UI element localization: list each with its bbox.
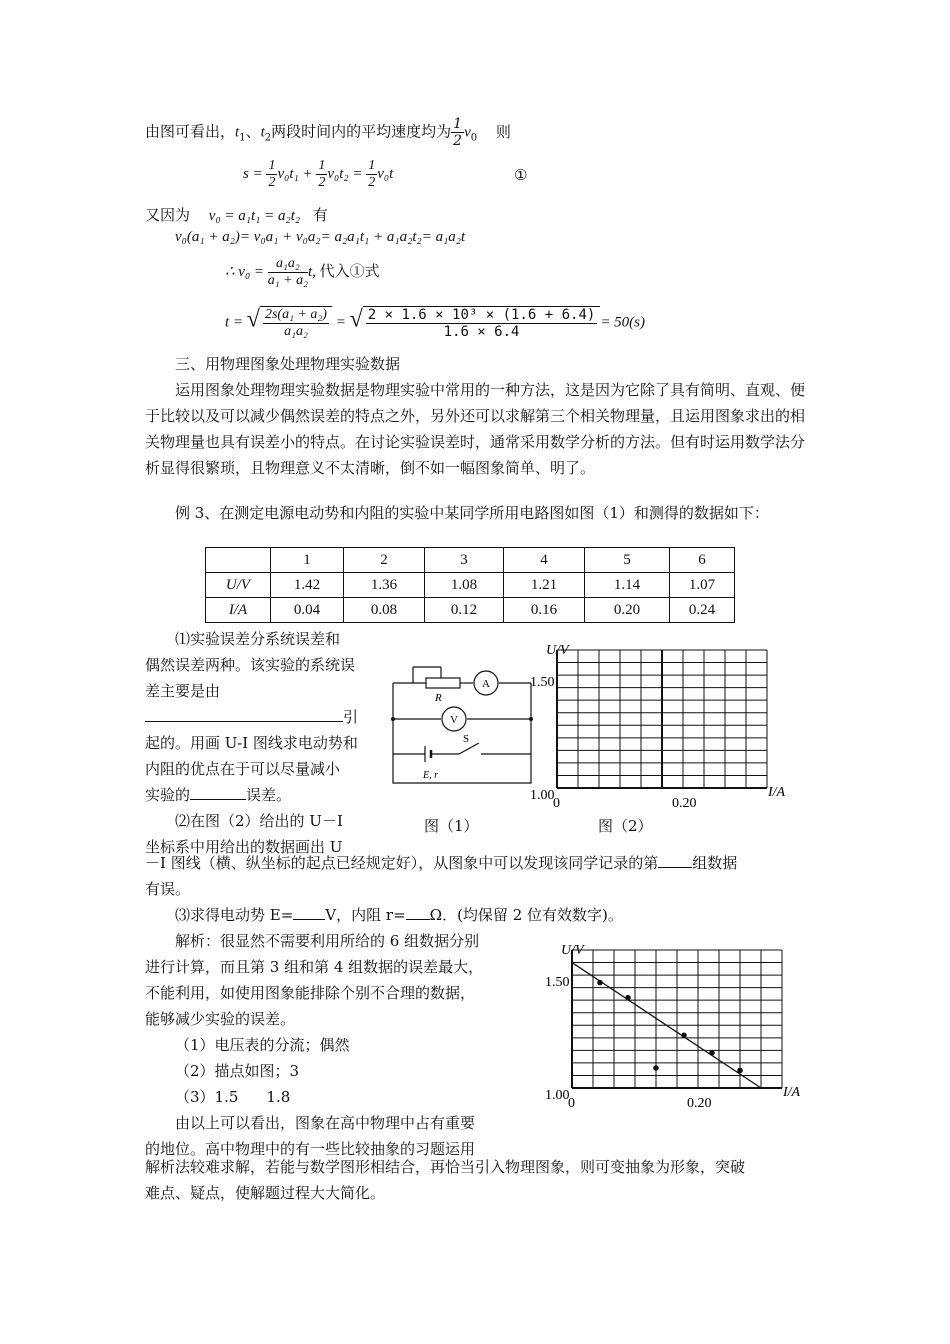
answer-blank[interactable]: [293, 905, 325, 920]
data-point: [681, 1033, 687, 1039]
x-tick-label: 0.20: [687, 1096, 712, 1111]
equation-4: t = √ $\frac{\text{2s(a₁ + a₂)}}{\text{a₁a₂}}$ = √ $\frac{\text{2 × 1.6 × 10³ × (1.6 + 6.4)}}{1.6 \times 6.4}$ = 50(s): [225, 306, 646, 340]
answer-blank[interactable]: [406, 905, 430, 920]
line-because: 又因为 v₀ = a₁t₁ = a₂t₂ 有: [145, 206, 328, 224]
y-tick-label: 1.50: [530, 675, 555, 690]
y-tick-label: 1.50: [545, 975, 570, 990]
question-1: ⑴实验误差分系统误差和 偶然误差两种。该实验的系统误 差主要是由 引 起的。用画 U-I 图线求电动势和 内阻的优点在于可以尽量减小 实验的 误差。 ⑵在图（2）给出的 U－I 坐标系中用给出的数据画出 U: [145, 630, 359, 856]
figure-1-caption: 图（1）: [424, 817, 479, 835]
answer-blank[interactable]: [145, 707, 343, 722]
battery-label: E, r: [423, 770, 438, 781]
example-statement: 例 3、在测定电源电动势和内阻的实验中某同学所用电路图如图（1）和测得的数据如下：: [175, 504, 769, 522]
data-point: [709, 1050, 715, 1056]
y-tick-label: 1.00: [545, 1088, 570, 1103]
circuit-diagram: [393, 655, 533, 785]
y-tick-label: 1.00: [530, 788, 555, 803]
graph-empty-grid: [527, 638, 787, 813]
rheostat-icon: [426, 678, 460, 688]
graph-plotted: [542, 938, 802, 1113]
section-title: 三、用物理图象处理物理实验数据: [175, 355, 401, 373]
answer-blank[interactable]: [190, 785, 246, 800]
conclusion: 解析法较难求解，若能与数学图形相结合，再恰当引入物理图象，则可变抽象为形象，突破 难点、疑点，使解题过程大大简化。: [145, 1158, 746, 1202]
rheostat-label: R: [435, 692, 442, 704]
x-tick-label: 0.20: [672, 796, 697, 811]
table-row: U/V 1.42 1.36 1.08 1.21 1.14 1.07: [206, 573, 735, 598]
x-axis-label: I/A: [783, 1085, 801, 1100]
circuit-wire: [393, 683, 531, 783]
equation-2: v₀(a₁ + a₂)= v₀a₁ + v₀a₂= a₂a₁t₁ + a₁a₂t₂= a₁a₂t: [175, 229, 466, 245]
y-axis-label: U/V: [561, 943, 584, 958]
data-point: [625, 995, 631, 1001]
table-row: 1 2 3 4 5 6: [206, 548, 735, 573]
x-axis-label: I/A: [768, 785, 786, 800]
paragraph-intro: 运用图象处理物理实验数据是物理实验中常用的一种方法，这是因为它除了具有简明、直观、便于比较以及可以减少偶然误差的特点之外，另外还可以求解第三个相关物理量，且运用图象求出的相关物理量也具有误差小的特点。在讨论实验误差时，通常采用数学分析的方法。但有时运用数学法分析显得很繁琐，且物理意义不太清晰，倒不如一幅图象简单、明了。: [145, 381, 806, 477]
equation-1-marker: ①: [514, 166, 528, 184]
switch-label: S: [463, 733, 470, 745]
x-tick-label: 0: [568, 1096, 575, 1111]
question-3: ⑶求得电动势 E= V，内阻 r= Ω．(均保留 2 位有效数字)。: [175, 906, 623, 924]
x-tick-label: 0: [553, 796, 560, 811]
question-2: －I 图线（横、纵坐标的起点已经规定好），从图象中可以发现该同学记录的第 组数据 有误。: [145, 854, 738, 898]
data-point: [597, 980, 603, 986]
data-point: [737, 1068, 743, 1074]
y-axis-label: U/V: [546, 643, 569, 658]
answer-blank[interactable]: [658, 853, 692, 868]
voltmeter-label: V: [450, 714, 458, 726]
equation-3: ∴ v₀ = $\frac{\text{a₁a₂}}{\text{a₁ + a₂}}$ t, 代入①式: [225, 256, 380, 288]
table-row: I/A 0.04 0.08 0.12 0.16 0.20 0.24: [206, 598, 735, 623]
data-point: [653, 1065, 659, 1071]
intro-line: 由图可看出，$t_1$、$t_2$两段时间内的平均速度均为 $\frac{1}{2}$ $v_0$ 则: [145, 116, 511, 149]
ammeter-label: A: [482, 678, 490, 690]
analysis: 解析：很显然不需要利用所给的 6 组数据分别 进行计算，而且第 3 组和第 4 组数据的误差最大， 不能利用，如使用图象能排除个别不合理的数据， 能够减少实验的误差。 （1）电压表的分流；偶然 （2）描点如图；3 （3）1.5 1.8 由以上可以看出，图象在高中物理中占有重要 的地位。高中物理中的有一些比较抽象的习题运用: [145, 932, 484, 1158]
figure-2-caption: 图（2）: [598, 817, 653, 835]
data-table: [205, 547, 735, 623]
equation-1: s = $\frac{1}{2}$ v₀t₁ + $\frac{1}{2}$ v₀t₂ = $\frac{1}{2}$ v₀t: [243, 158, 394, 190]
